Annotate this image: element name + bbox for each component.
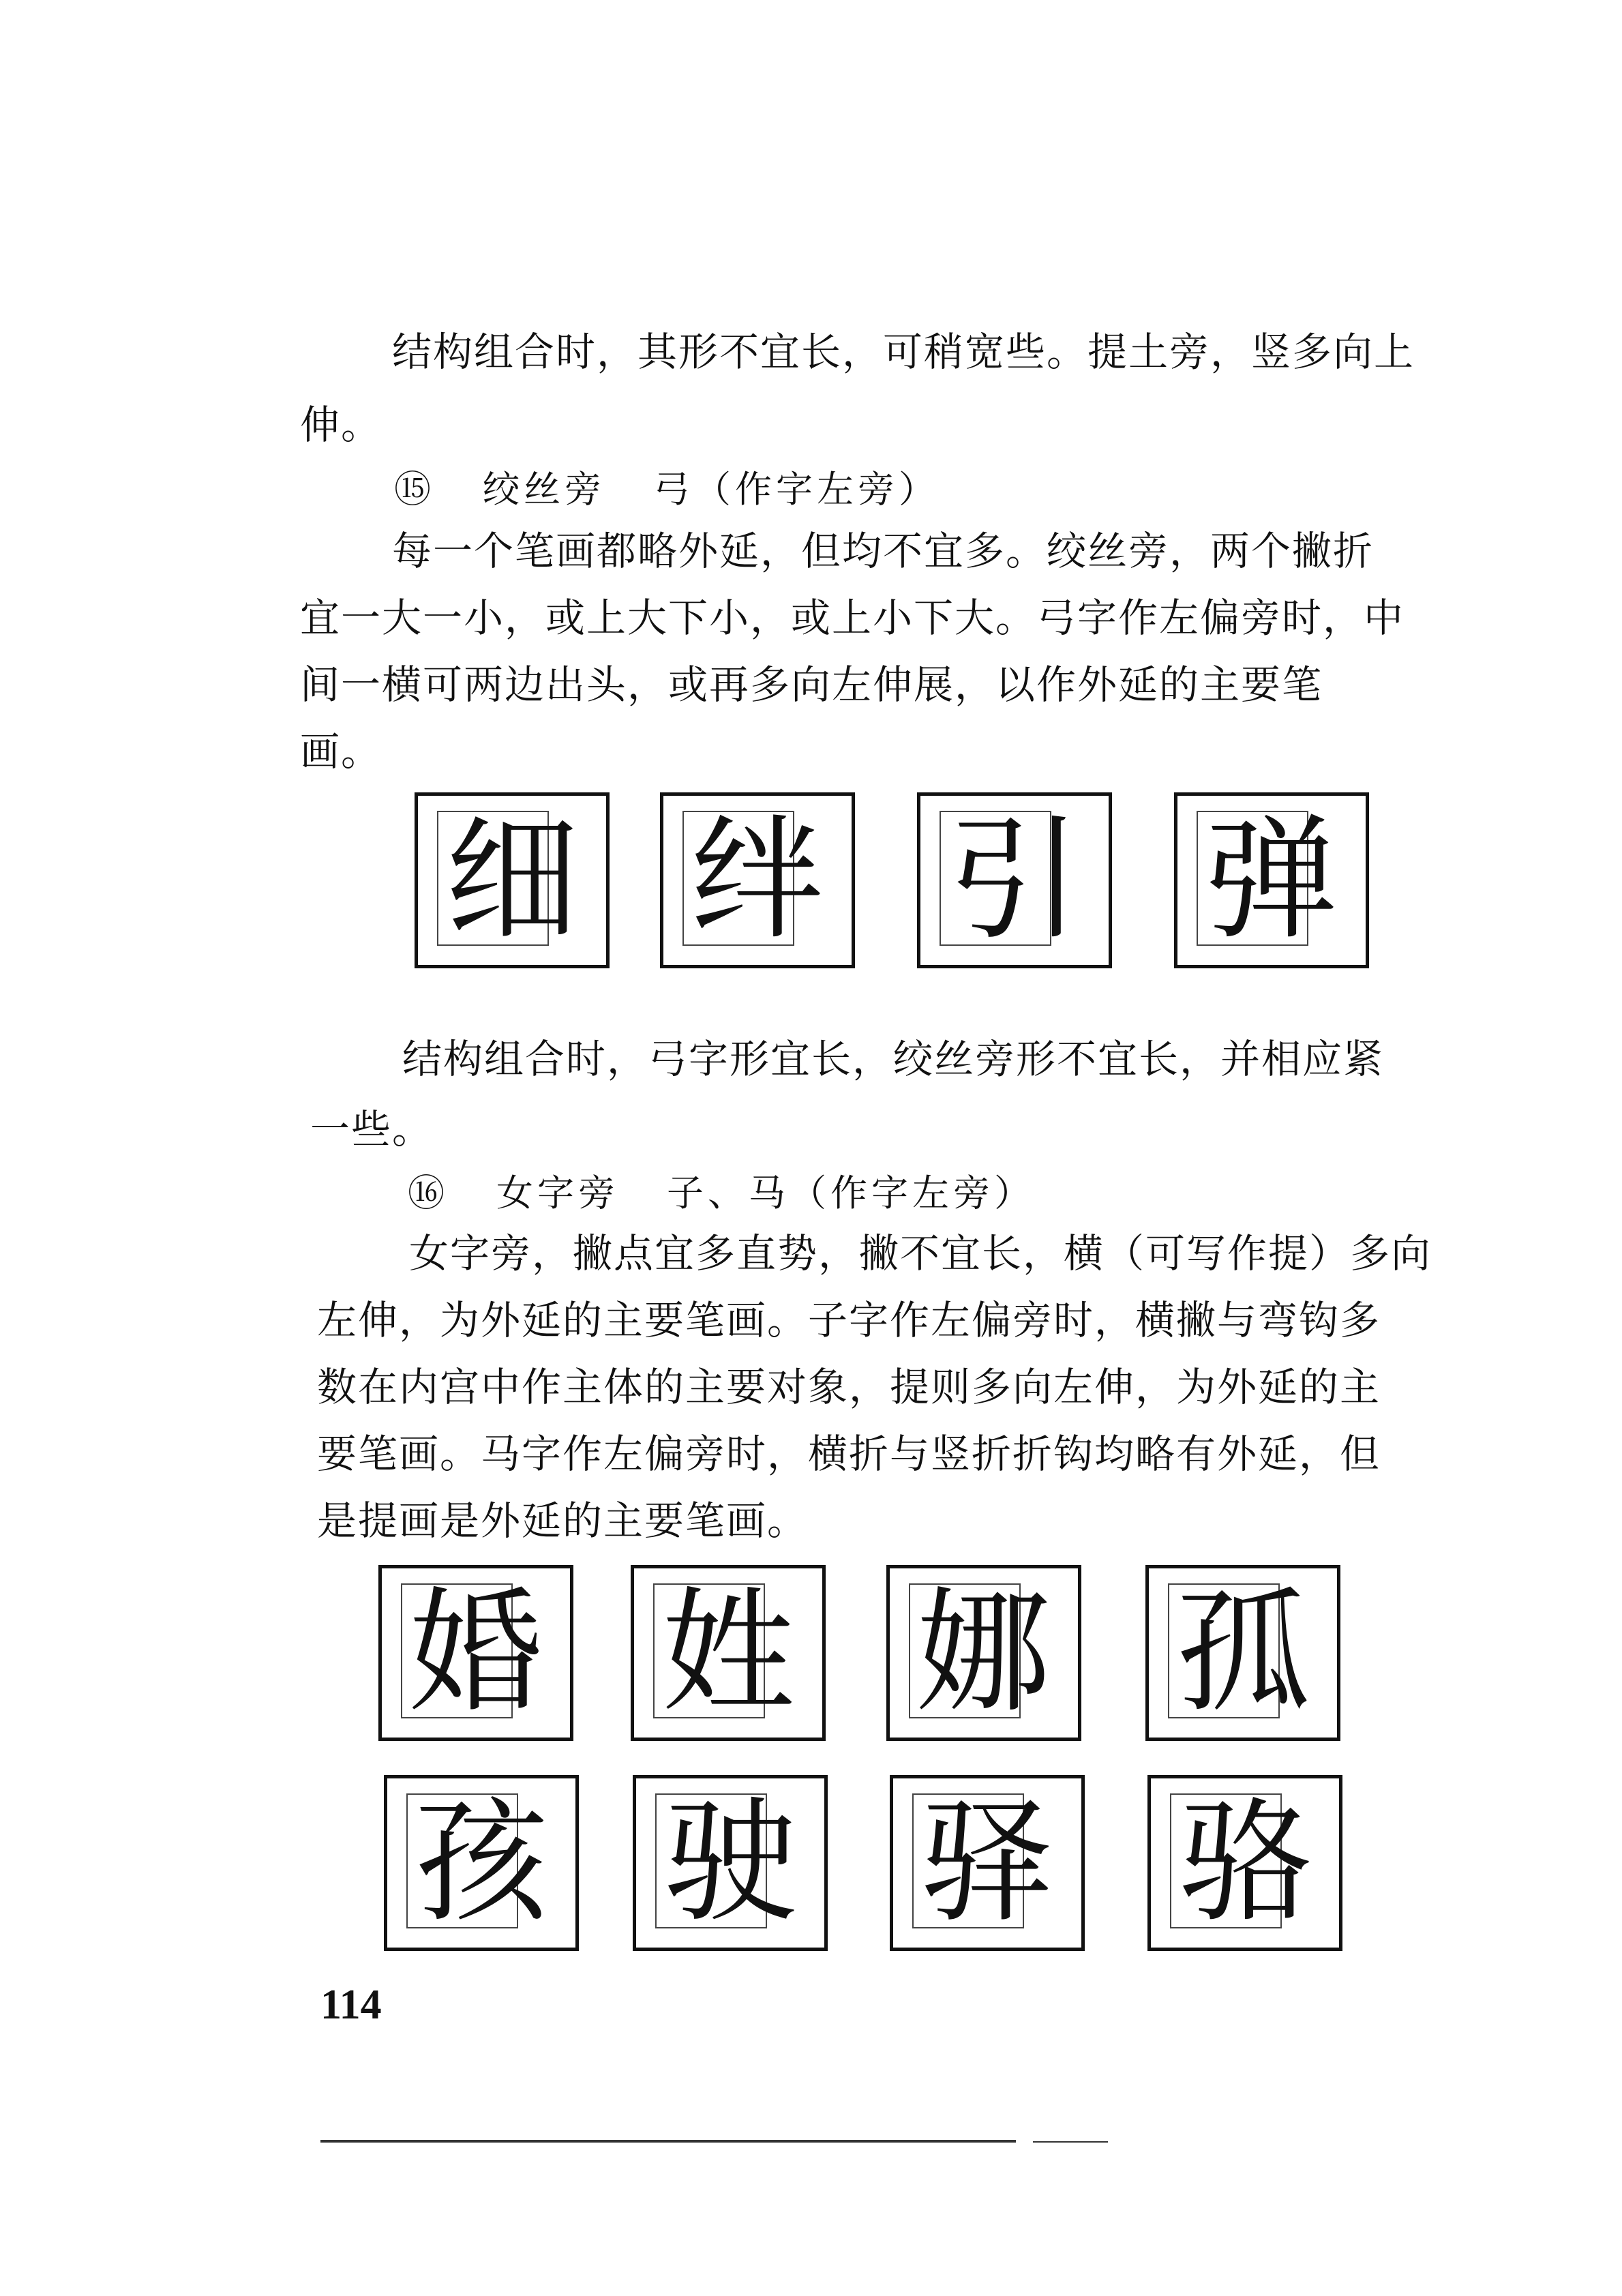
section-15-number: ⑮	[394, 468, 435, 511]
example-glyph: 姓	[661, 1575, 795, 1731]
example-box-15-1	[415, 792, 610, 968]
example-box-15-4	[1174, 792, 1369, 968]
example-box-16-7	[890, 1775, 1085, 1951]
example-glyph: 婚	[408, 1575, 543, 1731]
para-16-line-4: 要笔画。马字作左偏旁时，横折与竖折折钩均略有外延，但	[317, 1431, 1381, 1477]
example-box-16-6	[633, 1775, 828, 1951]
example-glyph: 弹	[1204, 803, 1338, 958]
example-glyph: 细	[445, 803, 579, 958]
example-glyph: 引	[947, 803, 1081, 958]
section-16-number: ⑯	[408, 1172, 449, 1214]
example-glyph: 孩	[414, 1785, 548, 1941]
example-box-16-8	[1147, 1775, 1342, 1951]
example-glyph: 驿	[920, 1785, 1054, 1941]
section-16-title: 女字旁	[496, 1172, 619, 1214]
example-box-15-2	[660, 792, 855, 968]
para-15-line-2: 宜一大一小，或上大下小，或上小下大。弓字作左偏旁时，中	[300, 595, 1405, 641]
para-16-line-5: 是提画是外延的主要笔画。	[317, 1497, 809, 1544]
section-15-subtitle: 弓（作字左旁）	[653, 468, 940, 511]
example-glyph: 孤	[1175, 1575, 1310, 1731]
para-15-line-3: 间一横可两边出头，或再多向左伸展，以作外延的主要笔	[300, 661, 1323, 708]
section-15-title: 绞丝旁	[483, 468, 605, 511]
example-box-16-1	[378, 1565, 573, 1741]
example-glyph: 娜	[916, 1575, 1051, 1731]
para-15-line-1: 每一个笔画都略外延，但均不宜多。绞丝旁，两个撇折	[392, 528, 1375, 574]
example-glyph: 绊	[690, 803, 824, 958]
example-glyph: 骆	[1177, 1785, 1312, 1941]
para-16-line-3: 数在内宫中作主体的主要对象，提则多向左伸，为外延的主	[317, 1364, 1381, 1410]
section-16-subtitle: 子、马（作字左旁）	[667, 1172, 1035, 1214]
footer-rule	[320, 2140, 1016, 2143]
section-15-heading	[394, 464, 940, 516]
para-15b-line-2: 一些。	[310, 1106, 434, 1152]
intro-line-1: 结构组合时，其形不宜长，可稍宽些。提土旁，竖多向上	[392, 329, 1415, 375]
para-16-line-1: 女字旁，撇点宜多直势，撇不宜长，横（可写作提）多向	[409, 1230, 1432, 1277]
example-box-16-2	[631, 1565, 826, 1741]
page-number: 114	[320, 1982, 382, 2028]
example-box-16-3	[886, 1565, 1081, 1741]
example-box-16-4	[1145, 1565, 1340, 1741]
para-16-line-2: 左伸，为外延的主要笔画。子字作左偏旁时，横撇与弯钩多	[317, 1297, 1381, 1343]
para-15-line-4: 画。	[300, 728, 382, 775]
example-glyph: 驶	[663, 1785, 797, 1941]
para-15b-line-1: 结构组合时，弓字形宜长，绞丝旁形不宜长，并相应紧	[402, 1036, 1385, 1082]
example-box-16-5	[384, 1775, 579, 1951]
section-16-heading	[408, 1167, 1035, 1219]
intro-line-2: 伸。	[300, 402, 382, 448]
example-box-15-3	[917, 792, 1112, 968]
footer-rule-fragment	[1033, 2141, 1108, 2143]
